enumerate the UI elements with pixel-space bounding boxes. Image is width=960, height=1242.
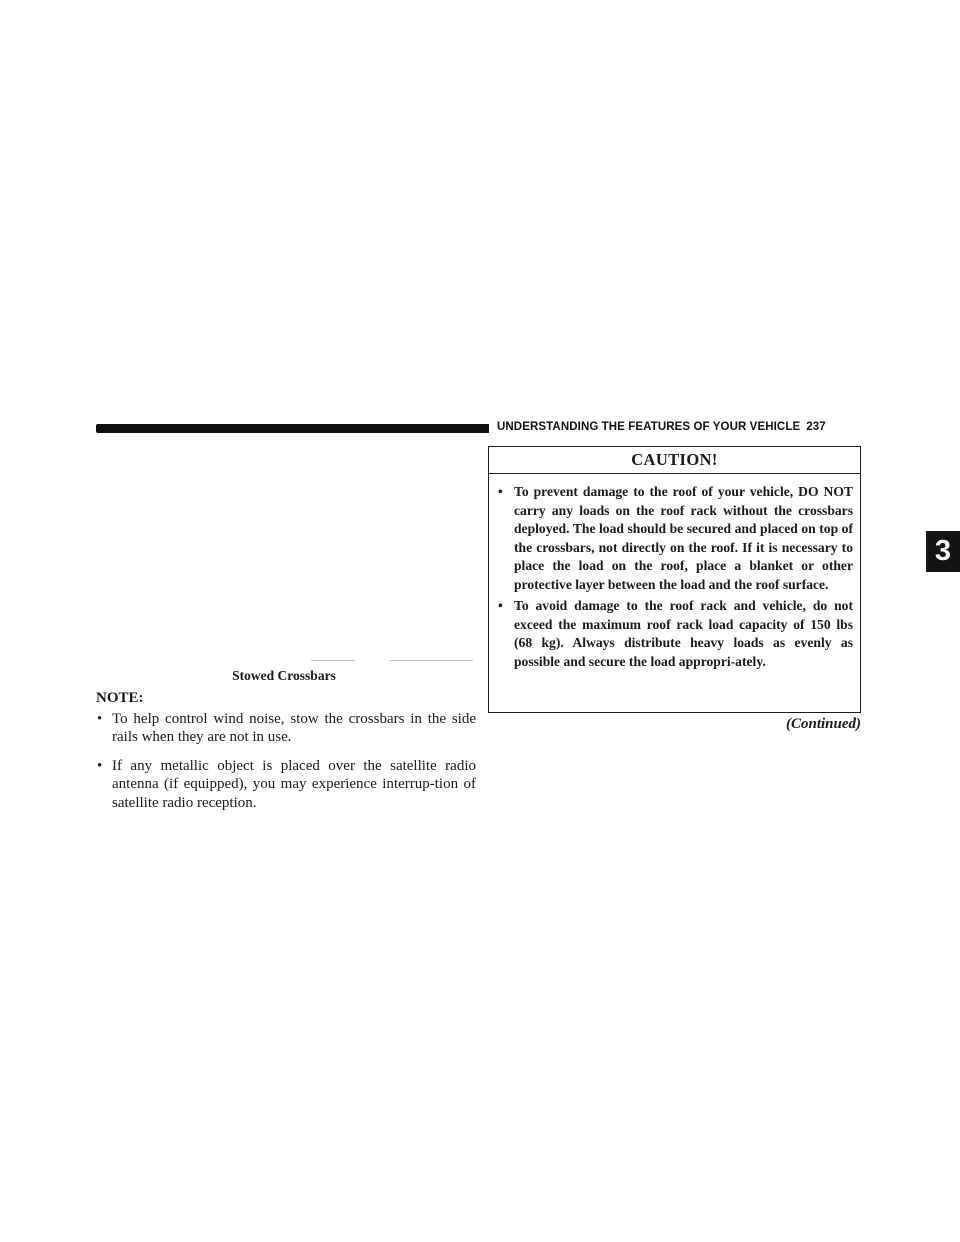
note-heading: NOTE: — [96, 690, 144, 706]
bullet-icon: • — [97, 757, 103, 774]
continued-label: (Continued) — [785, 716, 861, 732]
page-number: 237 — [806, 421, 826, 433]
caution-item-text: To avoid damage to the roof rack and vehicle, do not exceed the maximum roof rack load capacity of 150 lbs (68 kg). Always distribute heavy loads as evenly as possible and secure the load appropri-ately. — [514, 598, 853, 669]
bullet-icon: • — [498, 598, 503, 613]
caution-title: CAUTION! — [489, 447, 860, 474]
bullet-icon: • — [97, 710, 103, 727]
note-section — [96, 689, 476, 822]
chapter-tab: 3 — [926, 531, 960, 572]
figure-caption: Stowed Crossbars — [232, 668, 336, 683]
section-title: UNDERSTANDING THE FEATURES OF YOUR VEHICLE — [497, 421, 801, 433]
note-item-text: To help control wind noise, stow the crossbars in the side rails when they are not in use. — [112, 710, 476, 745]
header-rule — [96, 424, 489, 433]
caution-body — [489, 474, 860, 671]
figure-edge-line — [311, 660, 355, 661]
running-header — [497, 421, 877, 437]
caution-box — [488, 446, 861, 713]
caution-item — [497, 597, 853, 671]
figure-edge-line — [390, 660, 473, 661]
bullet-icon: • — [498, 484, 503, 499]
note-item — [96, 710, 476, 747]
figure-image-area — [96, 443, 476, 661]
note-item-text: If any metallic object is placed over the satellite radio antenna (if equipped), you may experience interrup-tion of satellite radio reception. — [112, 757, 476, 811]
note-item — [96, 757, 476, 813]
caution-item — [497, 483, 853, 594]
caution-item-text: To prevent damage to the roof of your vehicle, DO NOT carry any loads on the roof rack without the crossbars deployed. The load should be secured and placed on top of the crossbars, not directly on the roof. If it is necessary to place the load on the roof, place a blanket or other protective layer between the load and the roof surface. — [514, 484, 853, 592]
